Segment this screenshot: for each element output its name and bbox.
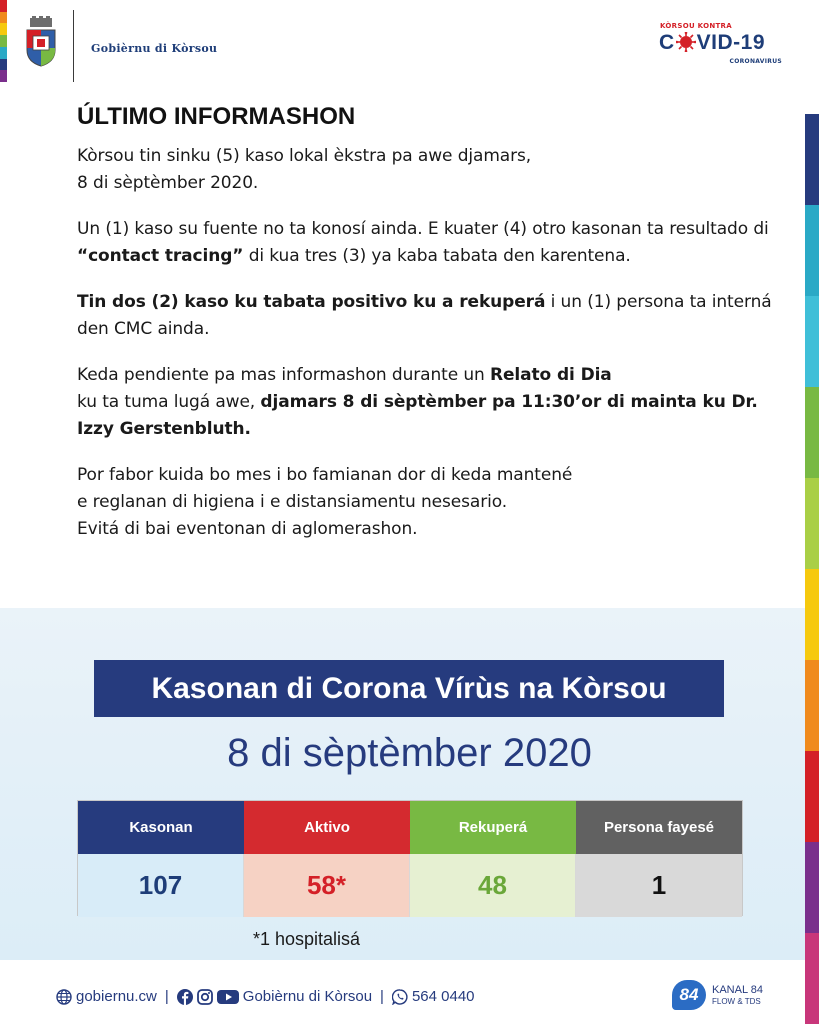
p5-line3: Evitá di bai eventonan di aglomerashon. (77, 519, 418, 539)
p4-text-a: Keda pendiente pa mas informashon durante un (77, 365, 491, 385)
stat-header-fayese: Persona fayesé (576, 801, 742, 854)
covid-logo-top-text: KÒRSOU KONTRA (660, 22, 732, 30)
strip-blue (805, 114, 819, 205)
p4-bold-2: djamars 8 di sèptèmber pa 11:30’or di mainta ku Dr. Izzy Gerstenbluth. (77, 392, 758, 439)
covid-logo (656, 22, 786, 70)
p4-bold-1: Relato di Dia (490, 365, 612, 385)
p5-line2: e reglanan di higiena i e distansiamentu nesesario. (77, 492, 508, 512)
strip-magenta (805, 933, 819, 1024)
header (0, 0, 819, 90)
paragraph-new-cases (77, 143, 777, 197)
p2-bold: “contact tracing” (77, 246, 244, 266)
headline: ÚLTIMO INFORMASHON (77, 103, 356, 130)
paragraph-advice (77, 462, 777, 543)
p1-line1: Kòrsou tin sinku (5) kaso lokal èkstra pa awe djamars, (77, 146, 532, 166)
stat-header-rekupera: Rekuperá (410, 801, 576, 854)
p5-line1: Por fabor kuida bo mes i bo famianan dor di keda mantené (77, 465, 573, 485)
footer-contact-bar (56, 988, 475, 1005)
social-name[interactable]: Gobièrnu di Kòrsou (242, 988, 373, 1005)
strip-purple (805, 842, 819, 933)
p2-text-b: di kua tres (3) ya kaba tabata den karentena. (243, 246, 631, 266)
stats-banner: Kasonan di Corona Vírùs na Kòrsou (94, 660, 724, 717)
footer-separator: | (380, 988, 384, 1005)
kanal-84-badge: 84 (672, 980, 706, 1010)
virus-icon (676, 32, 696, 52)
paragraph-recovered (77, 289, 777, 343)
hospitalized-footnote: *1 hospitalisá (253, 929, 361, 949)
stat-header-aktivo: Aktivo (244, 801, 410, 854)
covid-logo-prefix: C (659, 31, 675, 54)
p2-text-a: Un (1) kaso su fuente no ta konosí ainda. E kuater (4) otro kasonan ta resultado di (77, 219, 769, 239)
covid-logo-main-text (659, 31, 765, 55)
stat-value-kasonan: 107 (78, 854, 244, 917)
website-link[interactable]: gobiernu.cw (76, 988, 157, 1005)
paragraph-press-conference (77, 362, 777, 443)
youtube-icon[interactable] (217, 989, 239, 1005)
announcement (77, 103, 777, 562)
right-color-strip (805, 114, 819, 1024)
phone-number[interactable]: 564 0440 (411, 988, 475, 1005)
p3-rest: i un (1) persona ta interná den CMC ainda. (77, 292, 772, 339)
header-divider (73, 10, 74, 82)
p4-text-b: ku ta tuma lugá awe, (77, 392, 261, 412)
strip-cyan (805, 205, 819, 296)
government-name: Gobièrnu di Kòrsou (91, 42, 218, 55)
strip-lime (805, 478, 819, 569)
strip-light-cyan (805, 296, 819, 387)
kanal-84-logo (672, 980, 782, 1016)
stat-value-aktivo: 58* (244, 854, 410, 917)
coat-of-arms-icon (24, 16, 58, 68)
stats-date: 8 di sèptèmber 2020 (227, 731, 592, 775)
whatsapp-icon[interactable] (392, 989, 408, 1005)
globe-icon (56, 989, 72, 1005)
covid-logo-suffix: VID-19 (696, 31, 766, 54)
stat-value-rekupera: 48 (410, 854, 576, 917)
strip-green (805, 387, 819, 478)
footer (0, 960, 805, 1024)
stat-header-kasonan: Kasonan (78, 801, 244, 854)
strip-yellow (805, 569, 819, 660)
kanal-84-subtitle: FLOW & TDS (712, 997, 761, 1006)
paragraph-contact-tracing (77, 216, 777, 270)
stats-table (77, 800, 743, 916)
footer-separator: | (164, 988, 169, 1005)
instagram-icon[interactable] (197, 989, 213, 1005)
p3-bold: Tin dos (2) kaso ku tabata positivo ku a rekuperá (77, 292, 546, 312)
facebook-icon[interactable] (177, 989, 193, 1005)
p1-line2: 8 di sèptèmber 2020. (77, 173, 259, 193)
covid-logo-sub-text: CORONAVIRUS (729, 58, 782, 65)
kanal-84-title: KANAL 84 (712, 984, 763, 996)
stat-value-fayese: 1 (576, 854, 742, 917)
